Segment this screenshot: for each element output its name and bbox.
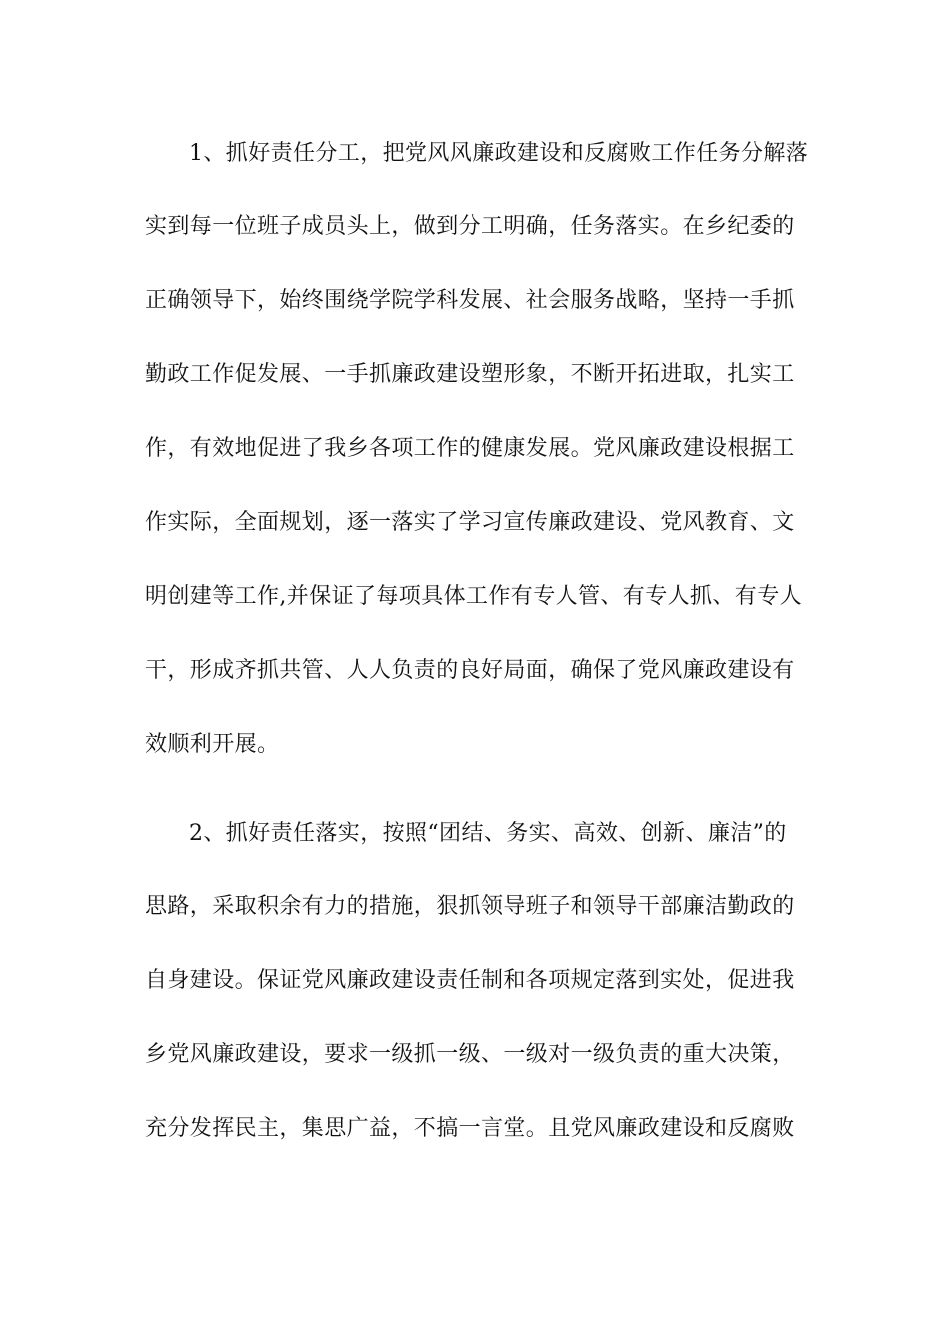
- text-line: 自身建设。保证党风廉政建设责任制和各项规定落到实处，促进我: [145, 968, 795, 993]
- text-line: 作实际，全面规划，逐一落实了学习宣传廉政建设、党风教育、文: [145, 510, 795, 535]
- text-line: 实到每一位班子成员头上，做到分工明确，任务落实。在乡纪委的: [145, 214, 795, 239]
- text-line: 1、抓好责任分工，把党风风廉政建设和反腐败工作任务分解落: [189, 141, 809, 166]
- text-line: 思路，采取积余有力的措施，狠抓领导班子和领导干部廉洁勤政的: [145, 894, 795, 919]
- text-line: 2、抓好责任落实，按照“团结、务实、高效、创新、廉洁”的: [189, 821, 787, 846]
- text-line: 正确领导下，始终围绕学院学科发展、社会服务战略，坚持一手抓: [145, 288, 795, 313]
- text-line: 充分发挥民主，集思广益，不搞一言堂。且党风廉政建设和反腐败: [145, 1116, 795, 1141]
- text-line: 勤政工作促发展、一手抓廉政建设塑形象，不断开拓进取，扎实工: [145, 362, 795, 387]
- text-line: 效顺利开展。: [145, 732, 280, 757]
- text-line: 作，有效地促进了我乡各项工作的健康发展。党风廉政建设根据工: [145, 436, 795, 461]
- text-line: 明创建等工作,并保证了每项具体工作有专人管、有专人抓、有专人: [145, 584, 802, 609]
- text-line: 乡党风廉政建设，要求一级抓一级、一级对一级负责的重大决策，: [145, 1042, 795, 1067]
- text-line: 干，形成齐抓共管、人人负责的良好局面，确保了党风廉政建设有: [145, 658, 795, 683]
